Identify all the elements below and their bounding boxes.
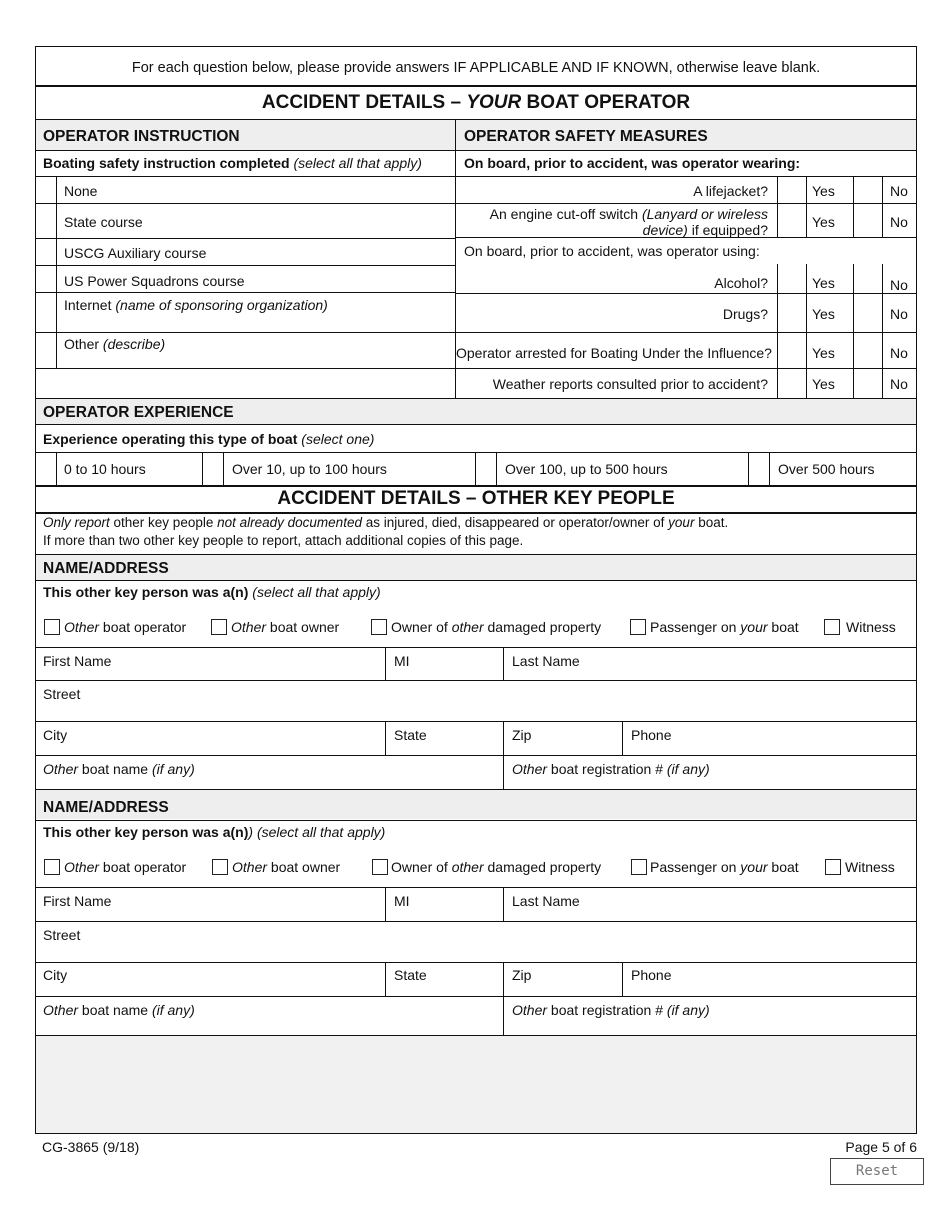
divider (455, 332, 916, 333)
role-label: Witness (845, 859, 895, 875)
no-label: No (890, 183, 908, 199)
form-id: CG-3865 (9/18) (42, 1139, 140, 1155)
divider (56, 176, 57, 368)
role-label: Other boat owner (232, 859, 341, 875)
divider (622, 962, 623, 996)
divider (503, 887, 504, 921)
divider (56, 452, 57, 485)
weather-yes-checkbox[interactable] (778, 369, 806, 398)
other-boat-name-field[interactable]: Other boat name (if any) (43, 761, 195, 777)
operator-safety-header: OPERATOR SAFETY MEASURES (464, 128, 708, 145)
role-witness-checkbox[interactable] (825, 859, 841, 875)
divider (36, 150, 916, 151)
accident-report-form (35, 46, 917, 1134)
phone-field[interactable]: Phone (631, 727, 672, 743)
experience-subheader: Experience operating this type of boat (select one) (43, 431, 375, 447)
state-field[interactable]: State (394, 727, 427, 743)
divider (36, 647, 916, 648)
yes-label: Yes (812, 345, 835, 361)
weather-question: Weather reports consulted prior to accident? (492, 376, 768, 392)
role-label: Passenger on your boat (650, 859, 799, 875)
divider (385, 962, 386, 996)
role-label: Other boat operator (64, 859, 187, 875)
yes-label: Yes (812, 275, 835, 291)
operator-experience-header: OPERATOR EXPERIENCE (43, 404, 234, 421)
checkbox-uscg-auxiliary[interactable] (37, 239, 56, 265)
option-other: Other (describe) (64, 336, 166, 352)
role-label: Witness (846, 619, 896, 635)
role-owner-damaged-property-checkbox[interactable] (371, 619, 387, 635)
last-name-field[interactable]: Last Name (512, 893, 580, 909)
role-label: Owner of other damaged property (391, 859, 602, 875)
divider (36, 580, 916, 581)
experience-option: Over 100, up to 500 hours (505, 461, 668, 477)
experience-option: 0 to 10 hours (64, 461, 146, 477)
divider (36, 721, 916, 722)
reset-button[interactable]: Reset (830, 1158, 924, 1185)
divider (36, 332, 455, 333)
no-label: No (890, 214, 908, 230)
no-label: No (890, 345, 908, 361)
street-field[interactable]: Street (43, 686, 81, 702)
role-passenger-checkbox[interactable] (631, 859, 647, 875)
divider (806, 264, 807, 398)
experience-0-10-checkbox[interactable] (37, 453, 56, 485)
experience-500-plus-checkbox[interactable] (749, 453, 769, 485)
divider (36, 996, 916, 997)
divider (36, 85, 916, 87)
yes-label: Yes (812, 306, 835, 322)
weather-no-checkbox[interactable] (854, 369, 882, 398)
cutoff-no-checkbox[interactable] (854, 204, 882, 237)
role-owner-damaged-property-checkbox[interactable] (372, 859, 388, 875)
drugs-question: Drugs? (722, 306, 768, 322)
role-label: Other boat owner (231, 619, 340, 635)
drugs-yes-checkbox[interactable] (778, 294, 806, 332)
divider (36, 680, 916, 681)
divider (496, 452, 497, 485)
divider (36, 887, 916, 888)
arrested-question: Operator arrested for Boating Under the Influence? (456, 345, 772, 361)
other-people-note: Only report other key people not already documented as injured, died, disappeared or operator/owner of your boat. (43, 515, 729, 530)
option-internet: Internet (name of sponsoring organization) (64, 297, 328, 313)
option-uscg-auxiliary: USCG Auxiliary course (64, 245, 207, 261)
other-boat-name-field[interactable]: Other boat name (if any) (43, 1002, 195, 1018)
role-passenger-checkbox[interactable] (630, 619, 646, 635)
drugs-no-checkbox[interactable] (854, 294, 882, 332)
alcohol-no-checkbox[interactable] (854, 265, 882, 293)
divider (385, 887, 386, 921)
lifejacket-no-checkbox[interactable] (854, 177, 882, 203)
divider (385, 647, 386, 680)
divider (622, 721, 623, 755)
divider (36, 485, 916, 487)
page-number: Page 5 of 6 (845, 1139, 917, 1155)
city-field[interactable]: City (43, 967, 68, 983)
using-subheader: On board, prior to accident, was operator using: (464, 243, 760, 259)
name-address-header: NAME/ADDRESS (43, 560, 169, 577)
blank-area (36, 1036, 916, 1133)
safety-subheader: On board, prior to accident, was operator wearing: (464, 155, 801, 171)
checkbox-power-squadrons[interactable] (37, 266, 56, 292)
lifejacket-question: A lifejacket? (693, 183, 768, 199)
section-title-operator: ACCIDENT DETAILS – YOUR BOAT OPERATOR (261, 92, 691, 113)
divider (36, 265, 455, 266)
divider (503, 962, 504, 1035)
role-other-boat-operator-checkbox[interactable] (44, 859, 60, 875)
last-name-field[interactable]: Last Name (512, 653, 580, 669)
first-name-field[interactable]: First Name (43, 653, 112, 669)
yes-label: Yes (812, 183, 835, 199)
cutoff-question-cont: device) if equipped? (642, 222, 768, 238)
divider (503, 647, 504, 680)
person-role-subheader: This other key person was a(n) (select all that apply) (43, 584, 381, 600)
yes-label: Yes (812, 376, 835, 392)
divider (223, 452, 224, 485)
mi-field[interactable]: MI (394, 893, 410, 909)
option-state-course: State course (64, 214, 143, 230)
divider (455, 203, 916, 204)
operator-instruction-header: OPERATOR INSTRUCTION (43, 128, 240, 145)
zip-field[interactable]: Zip (512, 727, 532, 743)
role-label: Passenger on your boat (650, 619, 799, 635)
role-label: Owner of other damaged property (391, 619, 602, 635)
divider (36, 921, 916, 922)
divider (455, 293, 916, 294)
intro-text: For each question below, please provide answers IF APPLICABLE AND IF KNOWN, otherwise leave blank. (131, 60, 821, 76)
divider (806, 176, 807, 237)
mi-field[interactable]: MI (394, 653, 410, 669)
role-label: Other boat operator (64, 619, 187, 635)
checkbox-other[interactable] (37, 333, 56, 368)
lifejacket-yes-checkbox[interactable] (778, 177, 806, 203)
role-other-boat-owner-checkbox[interactable] (212, 859, 228, 875)
divider (36, 755, 916, 756)
person-role-subheader: This other key person was a(n)) (select all that apply) (43, 824, 386, 840)
role-witness-checkbox[interactable] (824, 619, 840, 635)
checkbox-internet[interactable] (37, 293, 56, 332)
divider (769, 452, 770, 485)
yes-label: Yes (812, 214, 835, 230)
zip-field[interactable]: Zip (512, 967, 532, 983)
role-other-boat-operator-checkbox[interactable] (44, 619, 60, 635)
checkbox-state-course[interactable] (37, 204, 56, 238)
state-field[interactable]: State (394, 967, 427, 983)
no-label: No (890, 306, 908, 322)
role-other-boat-owner-checkbox[interactable] (211, 619, 227, 635)
divider (36, 512, 916, 514)
divider (36, 820, 916, 821)
cutoff-yes-checkbox[interactable] (778, 204, 806, 237)
other-boat-registration-field[interactable]: Other boat registration # (if any) (512, 1002, 710, 1018)
divider (36, 962, 916, 963)
divider (36, 292, 455, 293)
alcohol-yes-checkbox[interactable] (778, 265, 806, 293)
arrested-yes-checkbox[interactable] (778, 333, 806, 368)
divider (36, 238, 455, 239)
experience-10-100-checkbox[interactable] (203, 453, 223, 485)
option-power-squadrons: US Power Squadrons course (64, 273, 245, 289)
no-label: No (890, 376, 908, 392)
name-address-header: NAME/ADDRESS (43, 799, 169, 816)
checkbox-none[interactable] (37, 177, 56, 203)
option-none: None (64, 183, 98, 199)
divider (882, 264, 883, 398)
divider (36, 424, 916, 425)
no-label: No (890, 277, 908, 293)
experience-option: Over 500 hours (778, 461, 875, 477)
other-people-note-2: If more than two other key people to report, attach additional copies of this page. (43, 533, 524, 548)
street-field[interactable]: Street (43, 927, 81, 943)
section-title-other-people: ACCIDENT DETAILS – OTHER KEY PEOPLE (277, 488, 675, 509)
phone-field[interactable]: Phone (631, 967, 672, 983)
divider (385, 721, 386, 755)
instruction-subheader: Boating safety instruction completed (select all that apply) (43, 155, 422, 171)
divider (36, 203, 455, 204)
experience-option: Over 10, up to 100 hours (232, 461, 387, 477)
cutoff-question: An engine cut-off switch (Lanyard or wireless (489, 206, 768, 222)
divider (882, 176, 883, 237)
city-field[interactable]: City (43, 727, 68, 743)
alcohol-question: Alcohol? (714, 275, 768, 291)
arrested-no-checkbox[interactable] (854, 333, 882, 368)
first-name-field[interactable]: First Name (43, 893, 112, 909)
other-boat-registration-field[interactable]: Other boat registration # (if any) (512, 761, 710, 777)
experience-100-500-checkbox[interactable] (476, 453, 496, 485)
